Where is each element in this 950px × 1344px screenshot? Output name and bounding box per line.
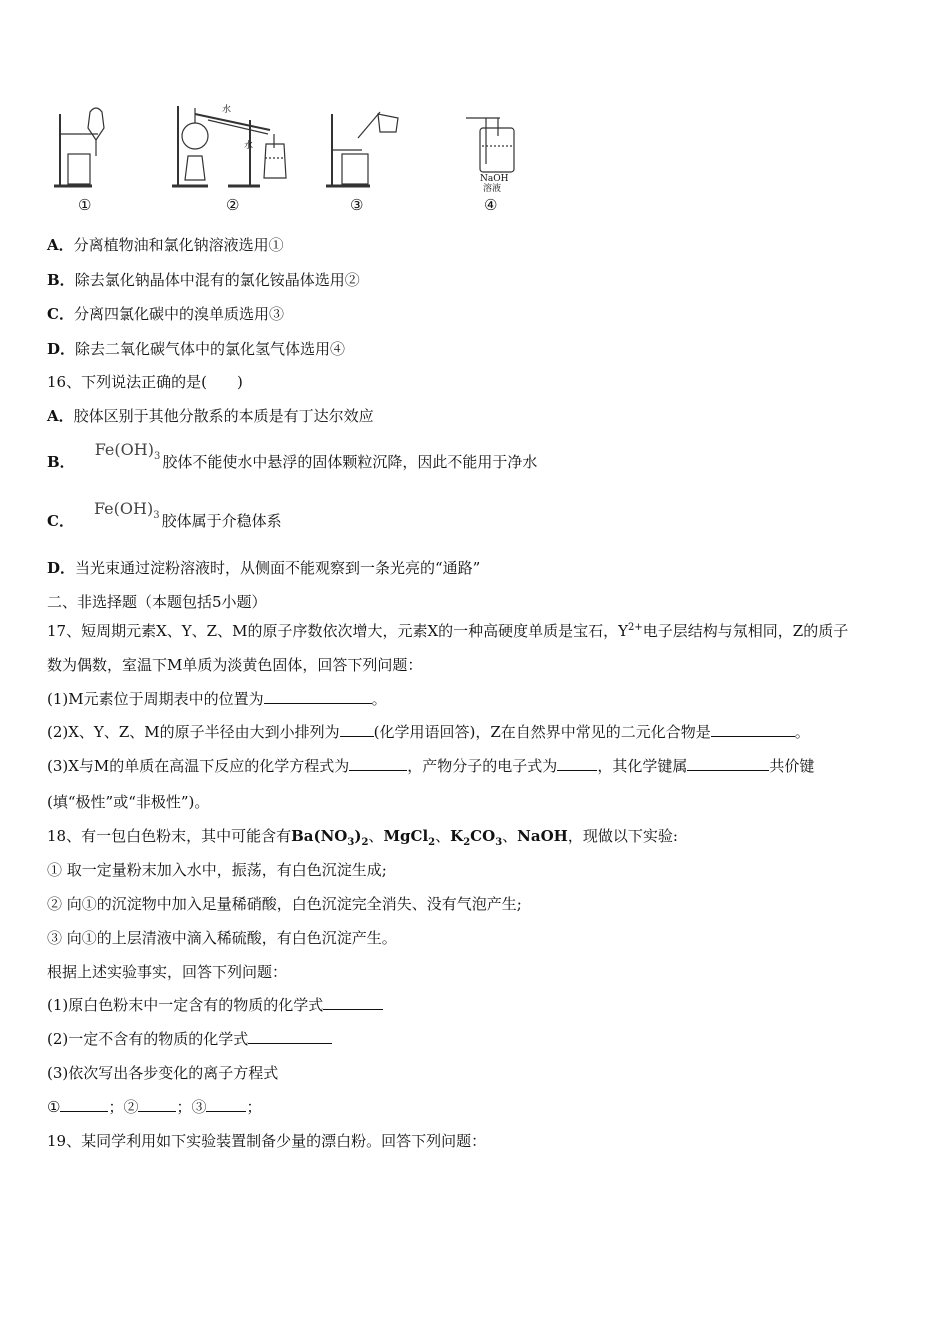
pouring-figure	[326, 112, 398, 186]
apparatus-figures	[40, 100, 540, 220]
answer-blank[interactable]	[264, 689, 372, 704]
figure-label-3: ③	[350, 196, 364, 214]
figure-label-4: ④	[484, 196, 498, 214]
q17-part2: (2)X、Y、Z、M的原子半径由大到小排列为 (化学用语回答)，Z在自然界中常见的二元化合物是 。	[47, 723, 810, 741]
q17-stem-line1: 17、短周期元素X、Y、Z、M的原子序数依次增大，元素X的一种高硬度单质是宝石，$Y^{2+}$电子层结构与氖相同，Z的质子	[47, 622, 849, 640]
answer-blank[interactable]	[248, 1029, 332, 1044]
answer-blank[interactable]	[557, 756, 597, 771]
q17-part3-note: (填“极性”或“非极性”)。	[47, 793, 210, 811]
naoh-solution-label: NaOH 溶液	[480, 174, 509, 194]
figure-label-1: ①	[78, 196, 92, 214]
q18-intro: 根据上述实验事实，回答下列问题：	[47, 963, 288, 981]
feoh3-formula: $Fe(OH)_3$	[94, 440, 161, 463]
q16-option-b: B．$Fe(OH)_3$ 胶体不能使水中悬浮的固体颗粒沉降，因此不能用于净水	[47, 440, 538, 471]
answer-blank[interactable]	[687, 756, 769, 771]
q16-option-d: D．当光束通过淀粉溶液时，从侧面不能观察到一条光亮的“通路”	[47, 559, 481, 577]
water-label-top: 水	[222, 105, 232, 115]
q15-option-c: C．分离四氯化碳中的溴单质选用③	[47, 305, 284, 323]
q18-part1: (1)原白色粉末中一定含有的物质的化学式	[47, 995, 383, 1015]
figure-label-2: ②	[226, 196, 240, 214]
q16-stem: 16、下列说法正确的是( )	[47, 373, 243, 391]
q19-stem: 19、某同学利用如下实验装置制备少量的漂白粉。回答下列问题：	[47, 1132, 487, 1150]
q17-part3: (3)X与M的单质在高温下反应的化学方程式为 ，产物分子的电子式为 ，其化学键属 共价键	[47, 757, 815, 775]
q18-step2: ② 向①的沉淀物中加入足量稀硝酸，白色沉淀完全消失、没有气泡产生;	[47, 895, 522, 913]
gas-washing-bottle-figure	[466, 118, 514, 172]
q18-part3: (3)依次写出各步变化的离子方程式	[47, 1064, 279, 1082]
q16-option-a: A．胶体区别于其他分散系的本质是有丁达尔效应	[47, 407, 374, 425]
q18-stem: 18、有一包白色粉末，其中可能含有$Ba(NO_3)_2$、MgCl$_2$、$K_2CO_3$、NaOH，现做以下实验:	[47, 827, 678, 848]
answer-blank[interactable]	[340, 722, 374, 737]
answer-blank[interactable]	[206, 1097, 246, 1112]
distillation-figure	[172, 106, 286, 186]
answer-blank[interactable]	[138, 1097, 176, 1112]
q17-part1: (1)M元素位于周期表中的位置为 。	[47, 690, 387, 708]
separatory-funnel-figure	[54, 108, 104, 186]
section-heading: 二、非选择题（本题包括5小题）	[47, 593, 267, 611]
q15-option-a: A．分离植物油和氯化钠溶液选用①	[47, 236, 284, 254]
q16-option-c: C．$Fe(OH)_3$ 胶体属于介稳体系	[47, 499, 282, 530]
answer-blank[interactable]	[711, 722, 795, 737]
answer-blank[interactable]	[60, 1097, 108, 1112]
answer-blank[interactable]	[349, 756, 407, 771]
water-label-bottom: 水	[244, 141, 254, 151]
q15-option-b: B．除去氯化钠晶体中混有的氯化铵晶体选用②	[47, 271, 360, 289]
answer-blank[interactable]	[323, 995, 383, 1010]
q18-step1: ① 取一定量粉末加入水中，振荡，有白色沉淀生成;	[47, 861, 387, 879]
feoh3-formula: $Fe(OH)_3$	[93, 499, 160, 522]
q15-option-d: D．除去二氧化碳气体中的氯化氢气体选用④	[47, 340, 346, 358]
q18-part2: (2)一定不含有的物质的化学式	[47, 1029, 332, 1049]
q18-part4: ① ；② ；③ ；	[47, 1098, 262, 1116]
q17-stem-line2: 数为偶数，室温下M单质为淡黄色固体，回答下列问题：	[47, 656, 423, 674]
q18-step3: ③ 向①的上层清液中滴入稀硫酸，有白色沉淀产生。	[47, 929, 397, 947]
